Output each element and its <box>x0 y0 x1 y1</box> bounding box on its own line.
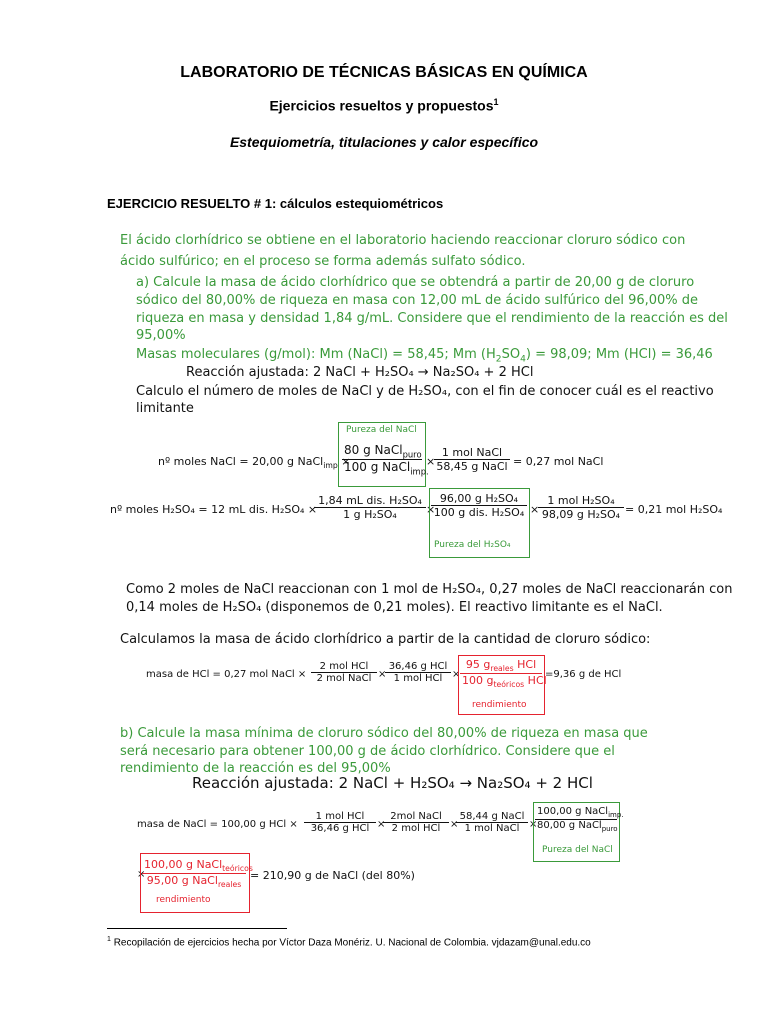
footnote-marker: 1 <box>493 97 499 107</box>
question-a-line-1: a) Calcule la masa de ácido clorhídrico que se obtendrá a partir de 20,00 g de cloruro <box>136 275 695 290</box>
eq1-fraction-purity: 80 g NaCl$_{puro}$ 100 g NaCl$_{imp.}$ <box>344 443 429 477</box>
eq4-times-3: × <box>529 819 538 830</box>
eq4-times-1: × <box>377 819 386 830</box>
eq3-yield-label: rendimiento <box>472 700 527 710</box>
eq4-purity-label: Pureza del NaCl <box>542 845 613 855</box>
molecular-masses: Masas moleculares (g/mol): Mm (NaCl) = 58,45; Mm $(H_2SO_4) = 98,09$; Mm (HCl) = 36,46 <box>136 347 713 365</box>
eq2-purity-label: Pureza del H₂SO₄ <box>434 540 511 550</box>
eq4-fraction-3: 58,44 g NaCl 1 mol NaCl <box>456 811 528 834</box>
eq3-result: =9,36 g de HCl <box>545 669 622 680</box>
footnote <box>107 936 591 948</box>
exercise-heading: EJERCICIO RESUELTO # 1: cálculos estequiométricos <box>107 196 444 211</box>
eq2-fraction-density: 1,84 mL dis. H₂SO₄ 1 g H₂SO₄ <box>314 494 426 521</box>
eq1-result: = 0,27 mol NaCl <box>513 455 604 468</box>
calc-text-line-1: Calculo el número de moles de NaCl y de H₂SO₄, con el fin de conocer cuál es el reactivo <box>136 384 714 399</box>
question-b-line-1: b) Calcule la masa mínima de cloruro sódico del 80,00% de riqueza en masa que <box>120 726 648 741</box>
eq2-times-2: × <box>530 503 540 516</box>
eq3-lhs: masa de HCl = 0,27 mol NaCl × <box>146 669 307 680</box>
eq1-lhs: nº moles NaCl = 20,00 g NaCl$_{imp}$ × <box>158 455 351 471</box>
question-a-line-2: sódico del 80,00% de riqueza en masa con 12,00 mL de ácido sulfúrico del 96,00% de <box>136 293 699 308</box>
document-topic: Estequiometría, titulaciones y calor específico <box>229 134 539 150</box>
calc-hcl-text: Calculamos la masa de ácido clorhídrico a partir de la cantidad de cloruro sódico: <box>120 632 651 647</box>
eq3-fraction-yield: 95 $g_{reales}$ HCl 100 $g_{teóricos}$ HCl <box>462 658 547 690</box>
intro-text-line-2: ácido sulfúrico; en el proceso se forma además sulfato sódico. <box>120 254 526 269</box>
masses-end: ) = 98,09; Mm (HCl) = 36,46 <box>525 347 713 362</box>
eq5-yield-label: rendimiento <box>156 895 211 905</box>
footnote-number: 1 <box>107 936 111 943</box>
eq2-lhs: nº moles H₂SO₄ = 12 mL dis. H₂SO₄ × <box>110 503 318 516</box>
eq1-purity-label: Pureza del NaCl <box>346 425 417 435</box>
intro-text-line-1: El ácido clorhídrico se obtiene en el laboratorio haciendo reaccionar cloruro sódico con <box>120 233 686 248</box>
masses-mid: SO <box>501 347 521 362</box>
balanced-reaction: Reacción ajustada: 2 NaCl + H₂SO₄ → Na₂SO₄ + 2 HCl <box>186 365 534 380</box>
eq3-fraction-2: 36,46 g HCl 1 mol HCl <box>385 661 451 684</box>
eq4-fraction-purity: 100,00 g NaCl$_{imp.}$ 80,00 g NaCl$_{puro}$ <box>537 806 624 833</box>
limiting-text-line-2: 0,14 moles de H₂SO₄ (disponemos de 0,21 moles). El reactivo limitante es el NaCl. <box>126 600 663 615</box>
masses-label: Masas moleculares (g/mol): Mm (NaCl) = 58,45; Mm (H <box>136 347 496 362</box>
eq4-times-2: × <box>450 819 459 830</box>
question-b-line-2: será necesario para obtener 100,00 g de ácido clorhídrico. Considere que el <box>120 744 615 759</box>
footnote-text: Recopilación de ejercicios hecha por Víctor Daza Monériz. U. Nacional de Colombia. vjdazam@unal.edu.co <box>113 937 591 949</box>
eq4-lhs: masa de NaCl = 100,00 g HCl × <box>137 819 298 830</box>
eq4-fraction-1: 1 mol HCl 36,46 g HCl <box>304 811 376 834</box>
eq5-times: × <box>137 869 146 880</box>
balanced-reaction-2: Reacción ajustada: 2 NaCl + H₂SO₄ → Na₂SO₄ + 2 HCl <box>192 774 593 792</box>
eq3-times-1: × <box>378 669 387 680</box>
eq3-times-2: × <box>452 669 461 680</box>
eq5-fraction-yield: 100,00 g NaCl$_{teóricos}$ 95,00 g NaCl$_{reales}$ <box>144 858 253 890</box>
question-a-line-4: 95,00% <box>136 328 186 343</box>
eq2-times-1: × <box>426 503 436 516</box>
eq2-fraction-molar: 1 mol H₂SO₄ 98,09 g H₂SO₄ <box>538 494 624 521</box>
eq2-result: = 0,21 mol H₂SO₄ <box>625 503 723 516</box>
eq2-fraction-purity: 96,00 g H₂SO₄ 100 g dis. H₂SO₄ <box>431 492 527 519</box>
question-a-line-3: riqueza en masa y densidad 1,84 g/mL. Considere que el rendimiento de la reacción es del <box>136 311 728 326</box>
footnote-divider <box>107 928 287 929</box>
eq1-times: × <box>426 455 436 468</box>
document-title: LABORATORIO DE TÉCNICAS BÁSICAS EN QUÍMICA <box>180 64 588 81</box>
eq3-fraction-1: 2 mol HCl 2 mol NaCl <box>311 661 377 684</box>
eq1-fraction-molar: 1 mol NaCl 58,45 g NaCl <box>434 446 510 473</box>
limiting-text-line-1: Como 2 moles de NaCl reaccionan con 1 mol de H₂SO₄, 0,27 moles de NaCl reaccionarán con <box>126 582 733 597</box>
eq4-fraction-2: 2mol NaCl 2 mol HCl <box>383 811 449 834</box>
eq5-result: = 210,90 g de NaCl (del 80%) <box>250 869 415 882</box>
calc-text-line-2: limitante <box>136 401 194 416</box>
document-subtitle <box>0 97 768 114</box>
question-b-line-3: rendimiento de la reacción es del 95,00% <box>120 761 391 776</box>
subtitle-text: Ejercicios resueltos y propuestos <box>269 97 494 114</box>
